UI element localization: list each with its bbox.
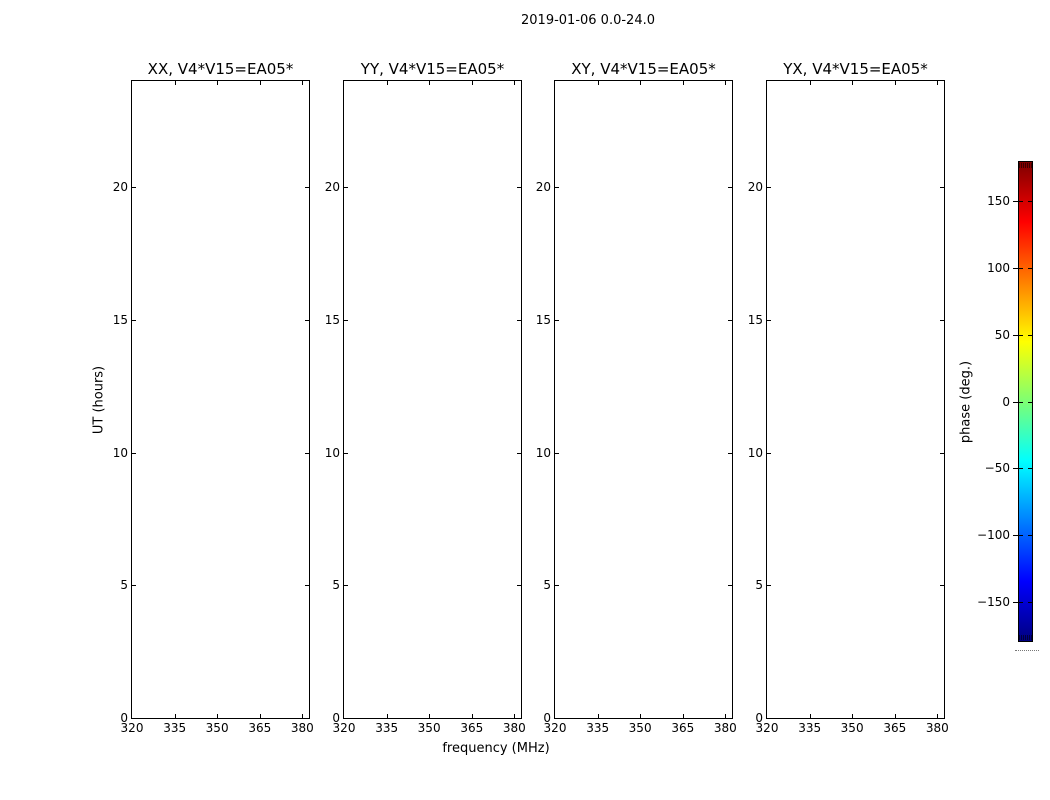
tick-mark <box>132 453 309 454</box>
y-tick-label: 15 <box>747 312 763 327</box>
tick-mark <box>1013 535 1018 536</box>
tick-mark <box>1019 468 1032 469</box>
tick-mark <box>598 81 599 718</box>
x-tick-label: 320 <box>755 721 779 735</box>
x-tick-label: 350 <box>628 721 652 735</box>
tick-mark <box>132 187 309 188</box>
tick-mark <box>683 81 684 718</box>
tick-mark <box>937 81 938 718</box>
panel-yx <box>747 60 949 735</box>
tick-mark <box>344 453 521 454</box>
x-tick-label: 365 <box>460 721 484 735</box>
colorbar-top-hatch <box>1019 163 1032 168</box>
tick-mark <box>895 81 896 718</box>
x-tick-label: 320 <box>543 721 567 735</box>
y-tick-label: 20 <box>747 180 763 195</box>
y-tick-label: 0 <box>755 711 763 725</box>
tick-mark <box>1013 335 1018 336</box>
tick-mark <box>1019 335 1032 336</box>
tick-mark <box>1013 402 1018 403</box>
tick-mark <box>1013 468 1018 469</box>
tick-mark <box>514 81 515 718</box>
y-tick-label: 20 <box>324 180 340 195</box>
tick-mark <box>344 187 521 188</box>
y-axis-label: UT (hours) <box>91 365 107 435</box>
tick-mark <box>1019 535 1032 536</box>
y-tick-label: 5 <box>755 578 763 593</box>
tick-mark <box>767 187 944 188</box>
tick-mark <box>132 585 309 586</box>
tick-mark <box>640 81 641 718</box>
tick-mark <box>767 453 944 454</box>
x-tick-label: 350 <box>417 721 441 735</box>
y-tick-label: 5 <box>120 578 128 593</box>
tick-mark <box>852 81 853 718</box>
x-tick-label: 350 <box>205 721 229 735</box>
tick-mark <box>725 81 726 718</box>
x-tick-label: 365 <box>883 721 907 735</box>
x-axis-label: frequency (MHz) <box>442 741 550 756</box>
tick-mark <box>344 320 521 321</box>
tick-mark <box>260 81 261 718</box>
colorbar-tick-label: −50 <box>984 461 1010 476</box>
tick-mark <box>767 320 944 321</box>
tick-mark <box>555 320 732 321</box>
tick-mark <box>217 81 218 718</box>
x-tick-label: 335 <box>798 721 822 735</box>
panel-xx <box>112 60 314 735</box>
y-tick-label: 10 <box>112 445 128 460</box>
panel-xy <box>535 60 737 735</box>
x-tick-label: 335 <box>163 721 187 735</box>
x-tick-label: 350 <box>840 721 864 735</box>
tick-mark <box>555 453 732 454</box>
tick-mark <box>1013 268 1018 269</box>
panel-xx-title: XX, V4*V15=EA05* <box>147 60 294 78</box>
x-tick-label: 380 <box>925 721 949 735</box>
y-tick-label: 0 <box>543 711 551 725</box>
y-tick-label: 15 <box>535 312 551 327</box>
tick-mark <box>555 187 732 188</box>
tick-mark <box>1013 201 1018 202</box>
colorbar-bottom-hatch <box>1019 635 1032 640</box>
tick-mark <box>472 81 473 718</box>
colorbar-tick-label: −100 <box>977 528 1010 543</box>
tick-mark <box>555 585 732 586</box>
tick-mark <box>175 81 176 718</box>
x-tick-label: 365 <box>671 721 695 735</box>
tick-mark <box>1019 201 1032 202</box>
colorbar-tick-label: 50 <box>994 327 1010 342</box>
colorbar <box>977 161 1033 642</box>
x-tick-label: 380 <box>290 721 314 735</box>
y-tick-label: 10 <box>747 445 763 460</box>
tick-mark <box>810 81 811 718</box>
tick-mark <box>132 320 309 321</box>
panel-xy-title: XY, V4*V15=EA05* <box>571 60 716 78</box>
colorbar-tick-label: 0 <box>1002 394 1010 409</box>
x-tick-label: 320 <box>332 721 356 735</box>
y-tick-label: 0 <box>332 711 340 725</box>
figure-suptitle: 2019-01-06 0.0-24.0 <box>521 13 655 28</box>
y-tick-label: 15 <box>112 312 128 327</box>
y-tick-label: 5 <box>332 578 340 593</box>
tick-mark <box>344 585 521 586</box>
colorbar-tick-label: −150 <box>977 595 1010 610</box>
colorbar-tick-label: 100 <box>987 260 1010 275</box>
colorbar-tick-label: 150 <box>987 193 1010 208</box>
tick-mark <box>1019 268 1032 269</box>
tick-mark <box>767 585 944 586</box>
panel-yy <box>324 60 526 735</box>
x-tick-label: 335 <box>375 721 399 735</box>
tick-mark <box>1013 602 1018 603</box>
x-tick-label: 320 <box>120 721 144 735</box>
panel-yx-title: YX, V4*V15=EA05* <box>783 60 928 78</box>
y-tick-label: 10 <box>535 445 551 460</box>
x-tick-label: 380 <box>713 721 737 735</box>
x-tick-label: 335 <box>586 721 610 735</box>
y-tick-label: 15 <box>324 312 340 327</box>
colorbar-underflow-dots <box>1015 650 1039 651</box>
tick-mark <box>302 81 303 718</box>
tick-mark <box>1019 602 1032 603</box>
y-tick-label: 20 <box>535 180 551 195</box>
tick-mark <box>387 81 388 718</box>
tick-mark <box>1019 402 1032 403</box>
y-tick-label: 5 <box>543 578 551 593</box>
x-tick-label: 365 <box>248 721 272 735</box>
x-tick-label: 380 <box>502 721 526 735</box>
panel-yy-title: YY, V4*V15=EA05* <box>360 60 505 78</box>
tick-mark <box>429 81 430 718</box>
y-tick-label: 20 <box>112 180 128 195</box>
y-tick-label: 10 <box>324 445 340 460</box>
colorbar-label: phase (deg.) <box>958 360 974 444</box>
y-tick-label: 0 <box>120 711 128 725</box>
